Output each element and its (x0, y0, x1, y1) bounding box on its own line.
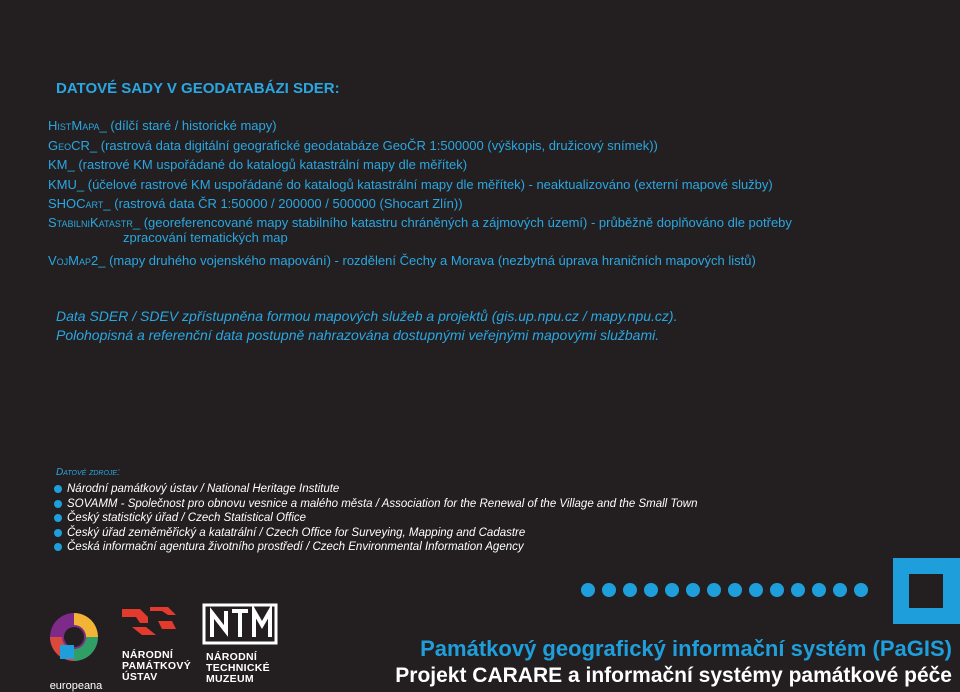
dot-icon (728, 583, 742, 597)
dataset-code: StabilniKatastr_ (48, 215, 141, 230)
page-title: DATOVÉ SADY V GEODATABÁZI SDER: (56, 80, 340, 97)
dataset-desc: (rastrová data digitální geografické geodatabáze GeoČR 1:500000 (výškopis, družicový snímek)) (97, 138, 658, 153)
ntm-logo (200, 601, 282, 689)
dot-icon (812, 583, 826, 597)
dataset-item (48, 196, 463, 211)
dot-icon (602, 583, 616, 597)
bullet-icon (54, 543, 62, 551)
dataset-desc: (dílčí staré / historické mapy) (106, 118, 277, 133)
dataset-desc: (účelové rastrové KM uspořádané do katalogů katastrální mapy dle měřítek) - neaktualizováno (externí mapové služby) (84, 177, 773, 192)
npu-logo-line: PAMÁTKOVÝ (122, 660, 192, 672)
dataset-item (48, 157, 467, 172)
npu-emblem-icon (112, 601, 182, 641)
dataset-item (48, 138, 658, 153)
dataset-item (48, 177, 773, 192)
source-text: Český úřad zeměměřický a katatrální / Czech Office for Surveying, Mapping and Cadastre (67, 526, 526, 539)
dot-icon (581, 583, 595, 597)
dataset-desc: (rastrové KM uspořádané do katalogů katastrální mapy dle měřítek) (74, 157, 468, 172)
footer-title: Památkový geografický informační systém (PaGIS) (420, 636, 952, 661)
dataset-item (48, 215, 792, 245)
dataset-item (48, 253, 756, 268)
note-line: Polohopisná a referenční data postupně nahrazována dostupnými veřejnými mapovými službami. (56, 327, 660, 343)
dataset-code: KMU_ (48, 177, 85, 192)
dataset-code: VojMap2_ (48, 253, 106, 268)
dot-icon (854, 583, 868, 597)
dot-icon (833, 583, 847, 597)
dot-icon (707, 583, 721, 597)
sources-title: Datové zdroje: (56, 467, 120, 478)
dot-icon (623, 583, 637, 597)
corner-square-decoration (893, 558, 960, 624)
source-item (54, 540, 698, 555)
source-text: Český statistický úřad / Czech Statistical Office (67, 512, 307, 525)
dataset-code: SHOCart_ (48, 196, 111, 211)
europeana-logo-text: europeana (49, 680, 103, 692)
bullet-icon (54, 514, 62, 522)
source-item (54, 511, 698, 526)
ntm-logo-line: MUZEUM (206, 673, 254, 685)
source-text: Národní památkový ústav / National Heritage Institute (67, 483, 340, 496)
ntm-logo-line: NÁRODNÍ (206, 651, 258, 663)
source-text: Česká informační agentura životního prostředí / Czech Environmental Information Agency (67, 541, 524, 554)
dataset-desc-continued: zpracování tematických map (123, 230, 288, 245)
bullet-icon (54, 500, 62, 508)
dataset-code: KM_ (48, 157, 75, 172)
npu-logo (112, 601, 197, 689)
ntm-emblem-icon (200, 601, 280, 645)
source-text: SOVAMM - Společnost pro obnovu vesnice a malého města / Association for the Renewal of the Village and the Small Town (67, 497, 698, 510)
dataset-desc: (rastrová data ČR 1:50000 / 200000 / 500000 (Shocart Zlín)) (110, 196, 463, 211)
source-item (54, 526, 698, 541)
sources-list (54, 482, 698, 555)
europeana-emblem-icon (46, 603, 106, 673)
dataset-item (48, 118, 277, 133)
decorative-dots (581, 583, 868, 597)
bullet-icon (54, 485, 62, 493)
dataset-desc: (mapy druhého vojenského mapování) - rozdělení Čechy a Morava (nezbytná úprava hraničních mapových listů) (105, 253, 756, 268)
dot-icon (686, 583, 700, 597)
dataset-desc: (georeferencované mapy stabilního katastru chráněných a zájmových území) - průběžně doplňováno dle potřeby (140, 215, 792, 230)
footer-subtitle: Projekt CARARE a informační systémy památkové péče (395, 664, 952, 687)
dot-icon (665, 583, 679, 597)
note-line: Data SDER / SDEV zpřístupněna formou mapových služeb a projektů (gis.up.npu.cz / mapy.npu.cz). (56, 308, 678, 324)
dataset-code: HistMapa_ (48, 118, 107, 133)
ntm-logo-line: TECHNICKÉ (206, 662, 270, 674)
dot-icon (791, 583, 805, 597)
npu-logo-line: NÁRODNÍ (122, 649, 174, 661)
dot-icon (749, 583, 763, 597)
source-item (54, 482, 698, 497)
dataset-code: GeoCR_ (48, 138, 98, 153)
dot-icon (644, 583, 658, 597)
europeana-logo (46, 603, 106, 692)
source-item (54, 497, 698, 512)
bullet-icon (54, 529, 62, 537)
npu-logo-line: ÚSTAV (122, 671, 158, 683)
dot-icon (770, 583, 784, 597)
